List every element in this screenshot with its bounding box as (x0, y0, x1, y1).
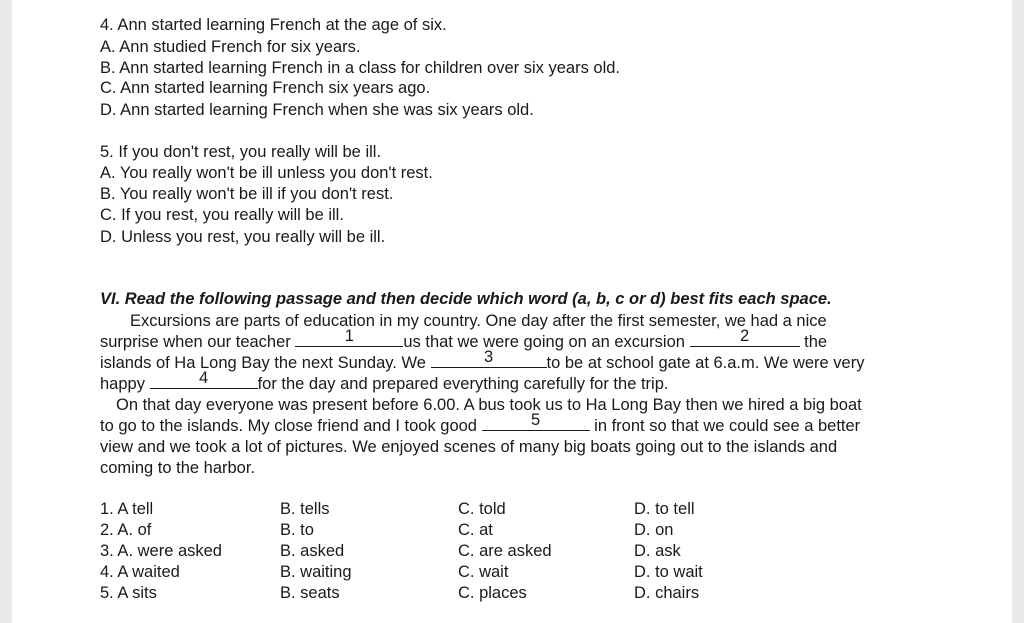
question-5-stem: 5. If you don't rest, you really will be ill. (100, 143, 382, 161)
blank-number: 1 (344, 327, 354, 345)
question-5-option-d: D. Unless you rest, you really will be ill. (100, 228, 386, 246)
blank-5 (482, 411, 590, 431)
answer-5-d: D. chairs (634, 584, 700, 602)
answer-2-c: C. at (458, 521, 493, 539)
document-page (12, 0, 1012, 623)
question-4-option-d: D. Ann started learning French when she was six years old. (100, 101, 534, 119)
passage-text: us that we were going on an excursion (403, 333, 685, 351)
answer-5-b: B. seats (280, 584, 340, 602)
answer-1-b: B. tells (280, 500, 330, 518)
answer-1-a: 1. A tell (100, 500, 154, 518)
passage-text: happy (100, 375, 145, 393)
passage-text: for the day and prepared everything carefully for the trip. (257, 375, 669, 393)
blank-2 (690, 327, 800, 347)
blank-3 (431, 348, 547, 368)
passage-line-4 (100, 369, 669, 394)
blank-number: 5 (530, 411, 541, 429)
answer-2-a: 2. A. of (100, 521, 152, 539)
answer-3-b: B. asked (280, 542, 345, 560)
passage-text: islands of Ha Long Bay the next Sunday. We (100, 354, 426, 372)
blank-number: 4 (198, 369, 209, 387)
passage-text: to go to the islands. My close friend and I took good (100, 417, 477, 435)
answer-3-c: C. are asked (458, 542, 552, 560)
answer-2-b: B. to (280, 521, 314, 539)
question-4-option-b: B. Ann started learning French in a class for children over six years old. (100, 59, 620, 77)
section-heading: VI. Read the following passage and then decide which word (a, b, c or d) best fits each space. (100, 290, 832, 308)
question-4-option-a: A. Ann studied French for six years. (100, 38, 361, 56)
answer-4-a: 4. A waited (100, 563, 180, 581)
passage-line-7: view and we took a lot of pictures. We enjoyed scenes of many big boats going out to the islands and (100, 438, 838, 456)
question-5-option-b: B. You really won't be ill if you don't rest. (100, 185, 394, 203)
blank-1 (295, 327, 403, 347)
answer-4-b: B. waiting (280, 563, 352, 581)
question-5-option-c: C. If you rest, you really will be ill. (100, 206, 344, 224)
blank-4 (150, 369, 258, 389)
answer-4-c: C. wait (458, 563, 509, 581)
answer-5-a: 5. A sits (100, 584, 157, 602)
question-4-option-c: C. Ann started learning French six years ago. (100, 79, 431, 97)
question-5-option-a: A. You really won't be ill unless you don't rest. (100, 164, 433, 182)
passage-text: the (804, 333, 828, 351)
question-4-stem: 4. Ann started learning French at the age of six. (100, 16, 447, 34)
answer-1-c: C. told (458, 500, 506, 518)
passage-line-1: Excursions are parts of education in my country. One day after the first semester, we had a nice (130, 312, 827, 330)
passage-text: surprise when our teacher (100, 333, 291, 351)
blank-number: 3 (483, 348, 494, 366)
answer-5-c: C. places (458, 584, 527, 602)
passage-text: to be at school gate at 6.a.m. We were very (546, 354, 865, 372)
passage-line-5: On that day everyone was present before 6.00. A bus took us to Ha Long Bay then we hired a big boat (116, 396, 862, 414)
answer-2-d: D. on (634, 521, 674, 539)
answer-3-d: D. ask (634, 542, 681, 560)
passage-line-8: coming to the harbor. (100, 459, 256, 477)
blank-number: 2 (739, 327, 750, 345)
passage-line-6 (100, 411, 861, 436)
answer-3-a: 3. A. were asked (100, 542, 222, 560)
passage-text: in front so that we could see a better (594, 417, 861, 435)
answer-4-d: D. to wait (634, 563, 703, 581)
answer-1-d: D. to tell (634, 500, 695, 518)
